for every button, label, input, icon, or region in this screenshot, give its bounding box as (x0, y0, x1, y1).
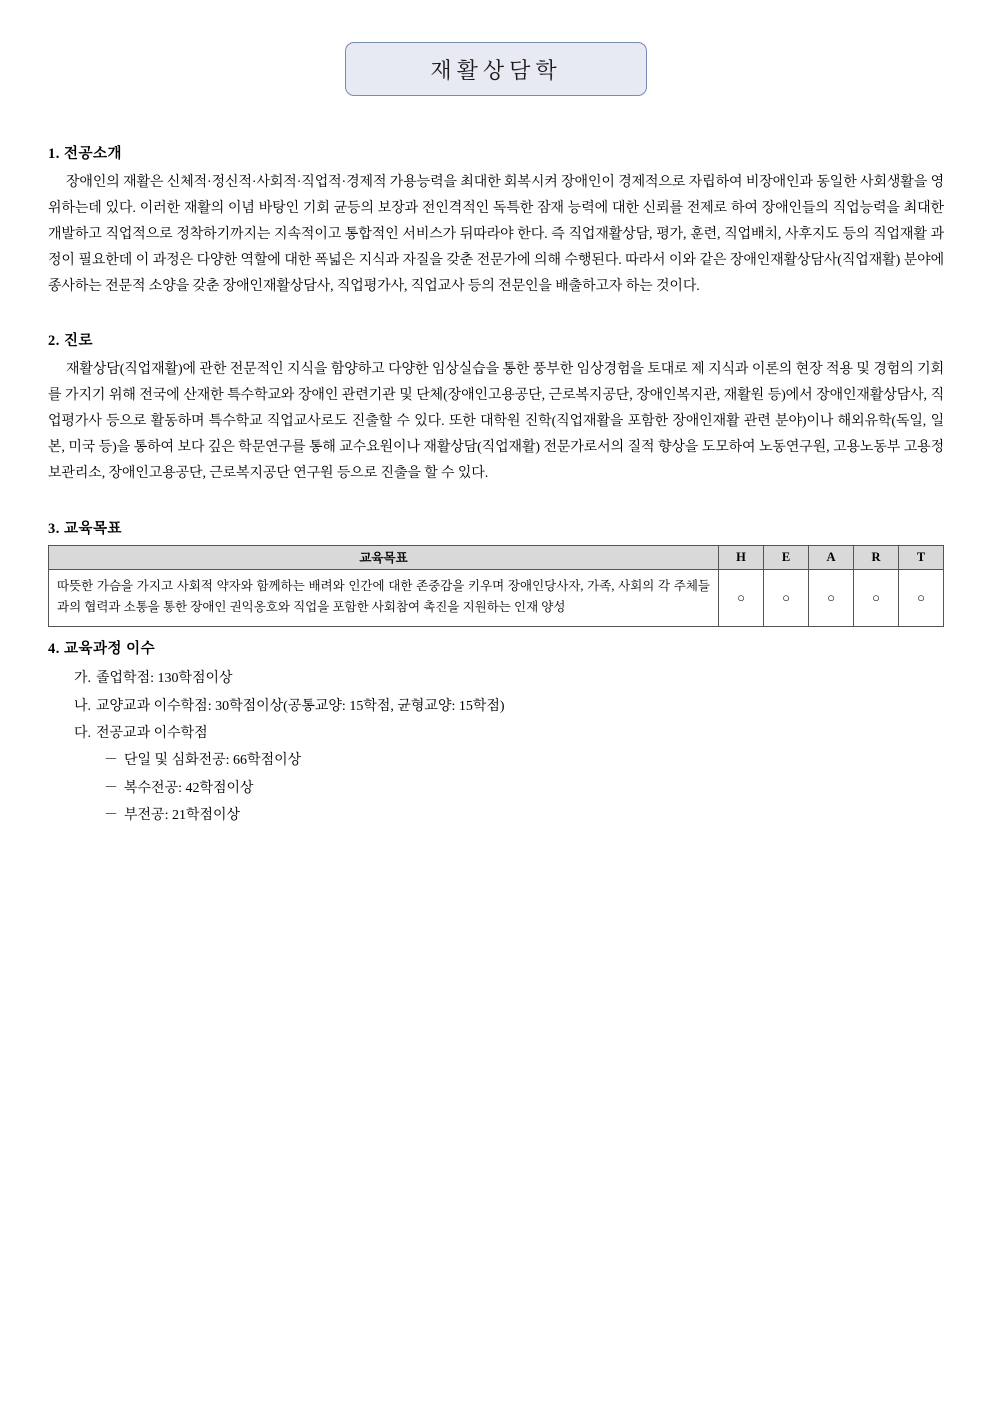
curriculum-subitem-3 (104, 802, 944, 829)
curriculum-item-1-text: 졸업학점: 130학점이상 (96, 671, 233, 687)
table-header-goal: 교육목표 (49, 545, 719, 569)
curriculum-item-2-label: 나. (74, 698, 92, 714)
section-education-goal (48, 517, 944, 628)
curriculum-item-1 (74, 665, 944, 692)
goal-description: 따뜻한 가슴을 가지고 사회적 약자와 함께하는 배려와 인간에 대한 존중감을 키우며 장애인당사자, 가족, 사회의 각 주체들과의 협력과 소통을 통한 장애인 권익옹호와 직업을 포함한 사회참여 촉진을 지원하는 인재 양성 (49, 569, 719, 627)
document-title: 재활상담학 (430, 57, 562, 83)
goal-mark-r: ○ (854, 569, 899, 627)
curriculum-item-3-label: 다. (74, 726, 92, 741)
section-heading-1: 1. 전공소개 (48, 146, 123, 162)
document-title-box (345, 42, 647, 96)
section-career (48, 329, 944, 486)
curriculum-subitem-2 (104, 775, 944, 802)
curriculum-item-2-text: 교양교과 이수학점: 30학점이상(공통교양: 15학점, 균형교양: 15학점) (96, 698, 505, 714)
education-goal-table (48, 545, 944, 628)
table-header-e: E (764, 545, 809, 569)
curriculum-subitem-2-text: 복수전공: 42학점이상 (124, 780, 254, 796)
curriculum-item-1-label: 가. (74, 671, 92, 687)
goal-mark-e: ○ (764, 569, 809, 627)
section-heading-4: 4. 교육과정 이수 (48, 641, 156, 658)
curriculum-item-3 (74, 720, 944, 747)
goal-mark-a: ○ (809, 569, 854, 627)
curriculum-item-2 (74, 693, 944, 720)
curriculum-subitem-3-text: 부전공: 21학점이상 (124, 807, 241, 823)
section-heading-2: 2. 진로 (48, 333, 94, 350)
curriculum-subitem-1-dash: － (104, 753, 118, 769)
section-paragraph-2: 재활상담(직업재활)에 관한 전문적인 지식을 함양하고 다양한 임상실습을 통한 풍부한 임상경험을 토대로 제 지식과 이론의 현장 적용 및 경험의 기회를 가지기 위해 전국에 산재한 특수학교와 장애인 관련기관 및 단체(장애인고용공단, 근로복지공단, 장애인복지관, 재활원 등)에서 장애인재활상담사, 직업평가사 등으로 활동하며 특수학교 직업교사로도 진출할 수 있다. 또한 대학원 진학(직업재활을 포함한 장애인재활 관련 분야)이나 해외유학(독일, 일본, 미국 등)을 통하여 보다 깊은 학문연구를 통해 교수요원이나 재활상담(직업재활) 전문가로서의 질적 향상을 도모하여 노동연구원, 고용노동부 고용정보관리소, 장애인고용공단, 근로복지공단 연구원 등으로 진출을 할 수 있다. (48, 362, 944, 482)
section-curriculum (48, 637, 944, 829)
table-header-a: A (809, 545, 854, 569)
section-major-intro (48, 142, 944, 299)
table-header-t: T (899, 545, 944, 569)
curriculum-subitem-3-dash: － (104, 807, 118, 823)
curriculum-subitem-1-text: 단일 및 심화전공: 66학점이상 (124, 753, 302, 769)
title-area (48, 0, 944, 96)
table-header-row (49, 545, 944, 569)
table-header-r: R (854, 545, 899, 569)
table-row (49, 569, 944, 627)
section-paragraph-1: 장애인의 재활은 신체적·정신적·사회적·직업적·경제적 가용능력을 최대한 회복시켜 장애인이 경제적으로 자립하여 비장애인과 동일한 사회생활을 영위하는데 있다. 이러한 재활의 이념 바탕인 기회 균등의 보장과 전인격적인 독특한 잠재 능력에 대한 신뢰를 전제로 하여 장애인들의 직업능력을 최대한 개발하고 직업적으로 정착하기까지는 지속적이고 통합적인 서비스가 뒤따라야 한다. 즉 직업재활상담, 평가, 훈련, 직업배치, 사후지도 등의 직업재활 과정이 필요한데 이 과정은 다양한 역할에 대한 폭넓은 지식과 자질을 갖춘 전문가에 의해 수행된다. 따라서 이와 같은 장애인재활상담사(직업재활) 분야에 종사하는 전문적 소양을 갖춘 장애인재활상담사, 직업평가사, 직업교사 등의 전문인을 배출하고자 하는 것이다. (48, 175, 944, 294)
section-heading-3: 3. 교육목표 (48, 520, 123, 537)
curriculum-subitem-2-dash: － (104, 780, 118, 796)
goal-mark-h: ○ (719, 569, 764, 627)
goal-mark-t: ○ (899, 569, 944, 627)
table-header-h: H (719, 545, 764, 569)
curriculum-subitem-1 (104, 747, 944, 774)
curriculum-item-3-text: 전공교과 이수학점 (96, 726, 208, 741)
